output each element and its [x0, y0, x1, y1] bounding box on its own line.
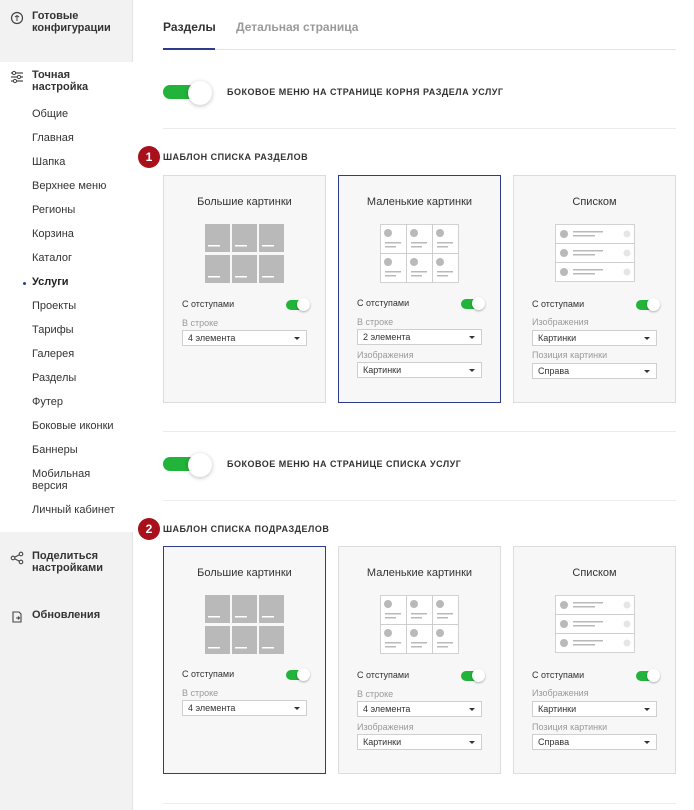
section-number-badge: 2: [138, 518, 160, 540]
card-title: Списком: [572, 196, 617, 208]
list-preview-icon: [555, 224, 635, 284]
per-row-select[interactable]: [182, 700, 307, 716]
divider: [163, 803, 676, 804]
toggle-knob: [188, 81, 212, 105]
sidebar-item-regions[interactable]: Регионы: [32, 204, 76, 216]
padding-label: С отступами: [357, 670, 410, 680]
small-images-preview-icon: [380, 224, 460, 284]
palette-icon: [10, 11, 24, 25]
chevron-down-icon: [294, 707, 300, 710]
padding-label: С отступами: [532, 670, 585, 680]
padding-option: [357, 297, 485, 311]
sidebar-item-general[interactable]: Общие: [32, 108, 69, 120]
image-position-value: Справа: [538, 737, 570, 747]
card-title: Большие картинки: [197, 567, 292, 579]
sidebar-ready-configs-label: Готовые конфигурации: [32, 10, 111, 34]
divider: [163, 500, 676, 501]
section-number-badge: 1: [138, 146, 160, 168]
images-select[interactable]: [532, 330, 657, 346]
big-images-preview-icon: [205, 595, 285, 655]
per-row-label: В строке: [182, 318, 219, 328]
small-images-preview-icon: [380, 595, 460, 655]
padding-option: [357, 669, 485, 683]
images-select[interactable]: [357, 362, 482, 378]
section-title: ШАБЛОН СПИСКА ПОДРАЗДЕЛОВ: [163, 524, 330, 534]
per-row-value: 4 элемента: [363, 704, 411, 714]
image-position-select[interactable]: [532, 363, 657, 379]
sidebar-item-cart[interactable]: Корзина: [32, 228, 74, 240]
images-label: Изображения: [357, 722, 414, 732]
padding-option: [532, 298, 660, 312]
sidebar-share-label: Поделиться настройками: [32, 550, 103, 574]
sidebar-item-sections[interactable]: Разделы: [32, 372, 77, 384]
padding-toggle[interactable]: [636, 299, 658, 311]
sidebar-item-catalog[interactable]: Каталог: [32, 252, 72, 264]
per-row-select[interactable]: [182, 330, 307, 346]
images-value: Картинки: [538, 704, 577, 714]
per-row-value: 2 элемента: [363, 332, 411, 342]
sidebar-item-mobile[interactable]: Мобильная версия: [32, 468, 91, 492]
padding-label: С отступами: [182, 299, 235, 309]
padding-label: С отступами: [532, 299, 585, 309]
padding-label: С отступами: [182, 669, 235, 679]
chevron-down-icon: [294, 337, 300, 340]
padding-option: [182, 668, 310, 682]
tab-active-underline: [163, 48, 215, 50]
sidebar-item-top-menu[interactable]: Верхнее меню: [32, 180, 107, 192]
padding-option: [182, 298, 310, 312]
sidebar-item-main[interactable]: Главная: [32, 132, 74, 144]
sidebar: [0, 0, 133, 810]
chevron-down-icon: [469, 708, 475, 711]
big-images-preview-icon: [205, 224, 285, 284]
sidebar-item-footer[interactable]: Футер: [32, 396, 64, 408]
template-card-list[interactable]: [513, 546, 676, 774]
root-menu-toggle-label: БОКОВОЕ МЕНЮ НА СТРАНИЦЕ КОРНЯ РАЗДЕЛА УСЛУГ: [227, 87, 504, 97]
sidebar-updates-label: Обновления: [32, 609, 101, 621]
tabs-bar: [163, 0, 676, 50]
sidebar-item-projects[interactable]: Проекты: [32, 300, 77, 312]
card-title: Списком: [572, 567, 617, 579]
padding-toggle[interactable]: [286, 669, 308, 681]
images-value: Картинки: [538, 333, 577, 343]
tab-sections[interactable]: Разделы: [163, 20, 216, 34]
chevron-down-icon: [644, 370, 650, 373]
chevron-down-icon: [469, 369, 475, 372]
per-row-label: В строке: [357, 317, 394, 327]
sidebar-fine-tuning-label: Точная настройка: [32, 69, 89, 93]
per-row-value: 4 элемента: [188, 703, 236, 713]
sidebar-item-header[interactable]: Шапка: [32, 156, 66, 168]
per-row-value: 4 элемента: [188, 333, 236, 343]
image-position-label: Позиция картинки: [532, 350, 608, 360]
divider: [163, 431, 676, 432]
per-row-select[interactable]: [357, 701, 482, 717]
list-preview-icon: [555, 595, 635, 655]
image-position-label: Позиция картинки: [532, 722, 608, 732]
padding-toggle[interactable]: [461, 298, 483, 310]
card-title: Маленькие картинки: [366, 196, 473, 208]
sidebar-item-banners[interactable]: Баннеры: [32, 444, 78, 456]
per-row-label: В строке: [182, 688, 219, 698]
update-icon: [10, 610, 24, 624]
template-card-big-images[interactable]: [163, 546, 326, 774]
image-position-value: Справа: [538, 366, 570, 376]
template-card-big-images[interactable]: [163, 175, 326, 403]
chevron-down-icon: [469, 741, 475, 744]
section-title: ШАБЛОН СПИСКА РАЗДЕЛОВ: [163, 152, 309, 162]
template-card-list[interactable]: [513, 175, 676, 403]
card-title: Маленькие картинки: [366, 567, 473, 579]
images-select[interactable]: [532, 701, 657, 717]
sidebar-item-services[interactable]: Услуги: [32, 276, 69, 288]
sidebar-share[interactable]: [0, 550, 133, 574]
per-row-select[interactable]: [357, 329, 482, 345]
padding-label: С отступами: [357, 298, 410, 308]
images-label: Изображения: [532, 688, 589, 698]
sidebar-item-account[interactable]: Личный кабинет: [32, 504, 115, 516]
template-card-small-images[interactable]: [338, 546, 501, 774]
root-menu-toggle[interactable]: [163, 82, 213, 102]
images-label: Изображения: [357, 350, 414, 360]
per-row-label: В строке: [357, 689, 394, 699]
sidebar-item-side-icons[interactable]: Боковые иконки: [32, 420, 114, 432]
list-menu-toggle[interactable]: [163, 454, 213, 474]
images-select[interactable]: [357, 734, 482, 750]
image-position-select[interactable]: [532, 734, 657, 750]
card-title: Большие картинки: [197, 196, 292, 208]
share-icon: [10, 551, 24, 565]
images-value: Картинки: [363, 737, 402, 747]
chevron-down-icon: [644, 337, 650, 340]
template-card-small-images[interactable]: [338, 175, 501, 403]
padding-option: [532, 669, 660, 683]
chevron-down-icon: [644, 741, 650, 744]
padding-toggle[interactable]: [636, 670, 658, 682]
sidebar-updates[interactable]: [0, 609, 133, 624]
sidebar-item-gallery[interactable]: Галерея: [32, 348, 75, 360]
padding-toggle[interactable]: [461, 670, 483, 682]
sidebar-fine-tuning[interactable]: [0, 69, 133, 93]
chevron-down-icon: [469, 336, 475, 339]
active-indicator-dot: [23, 282, 26, 285]
images-label: Изображения: [532, 317, 589, 327]
toggle-knob: [188, 453, 212, 477]
list-menu-toggle-label: БОКОВОЕ МЕНЮ НА СТРАНИЦЕ СПИСКА УСЛУГ: [227, 459, 462, 469]
tab-detail-page[interactable]: Детальная страница: [236, 20, 359, 34]
sliders-icon: [10, 70, 24, 84]
padding-toggle[interactable]: [286, 299, 308, 311]
sidebar-item-tariffs[interactable]: Тарифы: [32, 324, 74, 336]
images-value: Картинки: [363, 365, 402, 375]
chevron-down-icon: [644, 708, 650, 711]
sidebar-ready-configs[interactable]: [0, 10, 133, 34]
divider: [163, 128, 676, 129]
